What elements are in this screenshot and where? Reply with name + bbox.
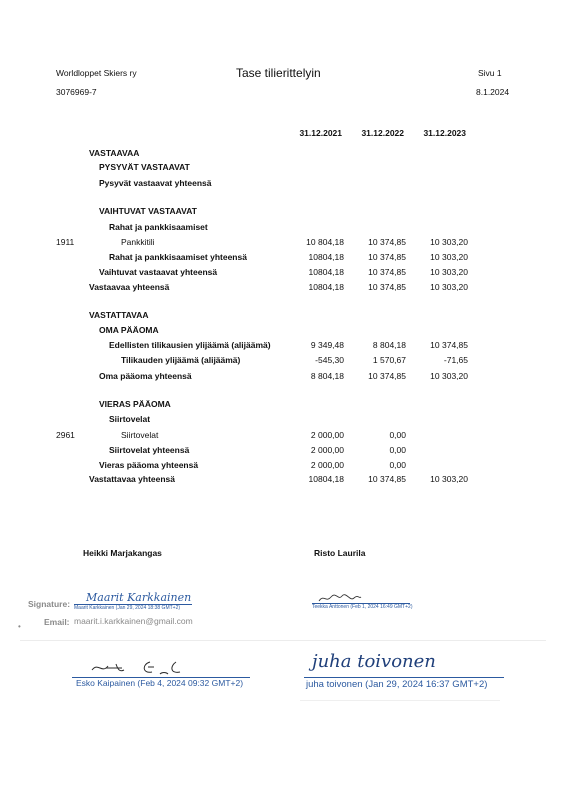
row-label: Vastaavaa yhteensä — [89, 282, 170, 292]
signer-name-right: Risto Laurila — [314, 548, 366, 558]
cell-value: 10804,18 — [308, 474, 344, 484]
signature-meta: Maarit Karkkainen (Jan 29, 2024 18:38 GMT+2) — [74, 605, 181, 611]
column-header: 31.12.2021 — [299, 128, 342, 138]
signature-juha: juha toivonen — [312, 651, 436, 672]
row-label: VAIHTUVAT VASTAAVAT — [99, 206, 197, 216]
divider — [300, 700, 500, 701]
cell-value: 10 303,20 — [430, 282, 468, 292]
signature-meta: juha toivonen (Jan 29, 2024 16:37 GMT+2) — [306, 679, 488, 690]
row-label: Pankkitili — [121, 237, 155, 247]
cell-value: -71,65 — [443, 355, 468, 365]
cell-value: -545,30 — [315, 355, 344, 365]
cell-value: 10 804,18 — [306, 237, 344, 247]
cell-value: 0,00 — [389, 430, 406, 440]
row-label: OMA PÄÄOMA — [99, 325, 159, 335]
row-label: Siirtovelat yhteensä — [109, 445, 190, 455]
report-title: Tase tilierittelyin — [236, 66, 321, 80]
cell-value: 10 374,85 — [368, 282, 406, 292]
row-label: Tilikauden ylijäämä (alijäämä) — [121, 355, 241, 365]
row-label: VASTATTAVAA — [89, 310, 149, 320]
row-label: Rahat ja pankkisaamiset yhteensä — [109, 252, 247, 262]
cell-value: 9 349,48 — [310, 340, 344, 350]
row-label: VASTAAVAA — [89, 148, 140, 158]
business-id: 3076969-7 — [56, 87, 97, 97]
row-label: Siirtovelat — [121, 430, 159, 440]
account-number: 2961 — [56, 430, 75, 440]
column-header: 31.12.2023 — [423, 128, 466, 138]
cell-value: 10 303,20 — [430, 267, 468, 277]
cell-value: 10 374,85 — [368, 252, 406, 262]
signature-maarit: Maarit Karkkainen — [86, 591, 192, 604]
cell-value: 2 000,00 — [310, 430, 344, 440]
cell-value: 0,00 — [389, 460, 406, 470]
cell-value: 10804,18 — [308, 282, 344, 292]
cell-value: 10 374,85 — [430, 340, 468, 350]
row-label: Edellisten tilikausien ylijäämä (alijäämä) — [109, 340, 271, 350]
row-label: Vastattavaa yhteensä — [89, 474, 175, 484]
cell-value: 10 303,20 — [430, 371, 468, 381]
row-label: Oma pääoma yhteensä — [99, 371, 192, 381]
email-value: maarit.i.karkkainen@gmail.com — [74, 616, 193, 626]
cell-value: 10 374,85 — [368, 371, 406, 381]
cell-value: 10 374,85 — [368, 267, 406, 277]
cell-value: 8 804,18 — [310, 371, 344, 381]
signer-name-left: Heikki Marjakangas — [83, 548, 162, 558]
email-label: Email: — [44, 617, 70, 627]
row-label: VIERAS PÄÄOMA — [99, 399, 171, 409]
account-number: 1911 — [56, 237, 75, 247]
row-label: Siirtovelat — [109, 414, 151, 424]
bullet-mark: • — [18, 622, 21, 631]
company-name: Worldloppet Skiers ry — [56, 68, 137, 78]
signature-meta: Esko Kaipainen (Feb 4, 2024 09:32 GMT+2) — [76, 678, 244, 688]
cell-value: 10 303,20 — [430, 237, 468, 247]
row-label: Vieras pääoma yhteensä — [99, 460, 199, 470]
signature-meta: Teekka Anttonen (Feb 1, 2024 16:49 GMT+2) — [312, 604, 413, 610]
cell-value: 10804,18 — [308, 267, 344, 277]
cell-value: 0,00 — [389, 445, 406, 455]
row-label: PYSYVÄT VASTAAVAT — [99, 162, 190, 172]
cell-value: 10804,18 — [308, 252, 344, 262]
cell-value: 2 000,00 — [310, 445, 344, 455]
cell-value: 1 570,67 — [372, 355, 406, 365]
cell-value: 2 000,00 — [310, 460, 344, 470]
signature-esko — [88, 656, 188, 678]
cell-value: 10 303,20 — [430, 252, 468, 262]
report-date: 8.1.2024 — [476, 87, 510, 97]
page-number: Sivu 1 — [478, 68, 502, 78]
cell-value: 8 804,18 — [372, 340, 406, 350]
signature-label: Signature: — [28, 599, 71, 609]
row-label: Vaihtuvat vastaavat yhteensä — [99, 267, 218, 277]
column-header: 31.12.2022 — [361, 128, 404, 138]
cell-value: 10 303,20 — [430, 474, 468, 484]
cell-value: 10 374,85 — [368, 474, 406, 484]
cell-value: 10 374,85 — [368, 237, 406, 247]
divider — [20, 640, 546, 641]
row-label: Rahat ja pankkisaamiset — [109, 222, 208, 232]
signature-line — [304, 677, 504, 678]
row-label: Pysyvät vastaavat yhteensä — [99, 178, 212, 188]
